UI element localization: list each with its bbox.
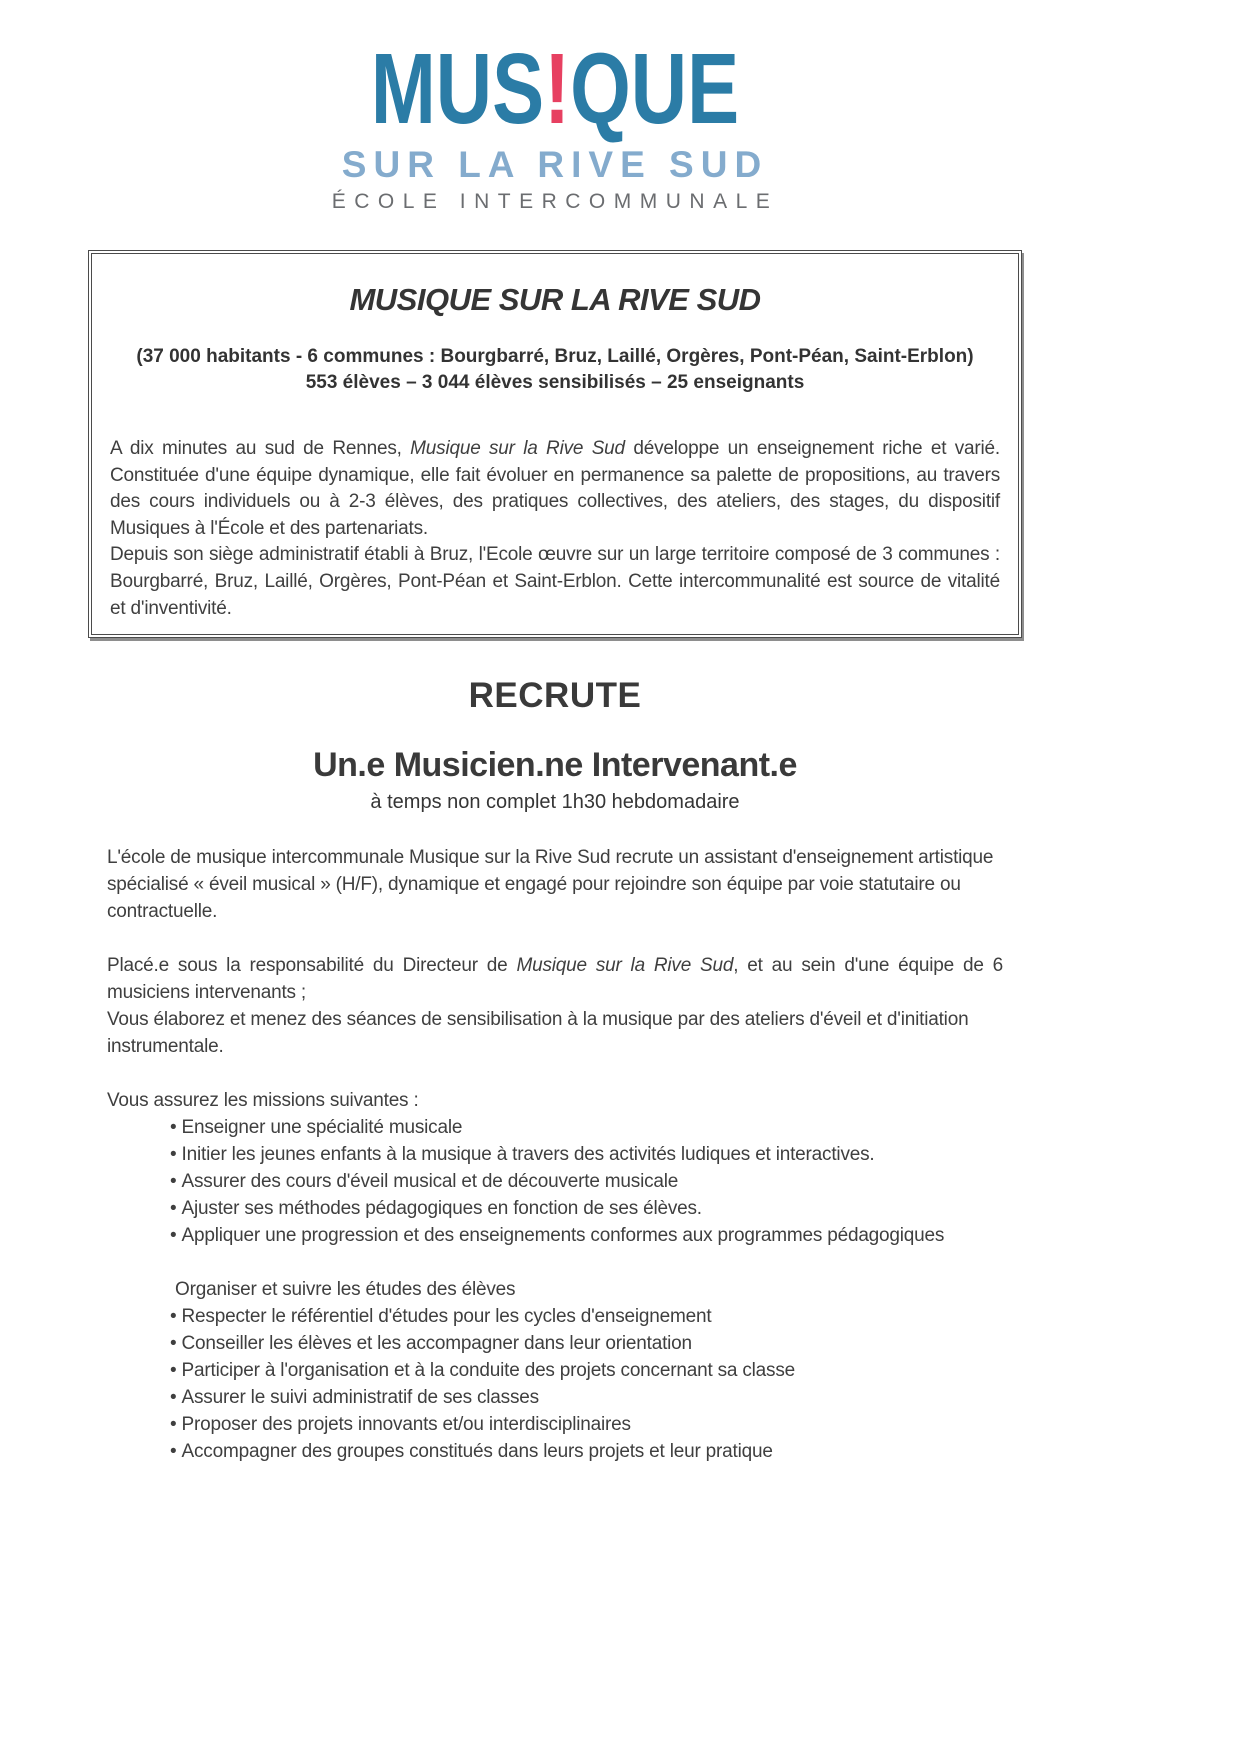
logo-wordmark [206, 33, 905, 145]
school-description-paragraph-2: Depuis son siège administratif établi à Bruz, l'Ecole œuvre sur un large territoire composé de 3 communes : Bourgbarré, Bruz, Laillé, Orgères, Pont-Péan et Saint-Erblon. Cette intercommunalité est source de vitalité et d'inventivité. [110, 544, 1000, 619]
school-stats [110, 344, 1000, 396]
school-name-italic: Musique sur la Rive Sud [410, 438, 625, 459]
mission-bullet-item: • Proposer des projets innovants et/ou interdisciplinaires [170, 1411, 1003, 1438]
job-description [107, 844, 1003, 1465]
mission-bullet-item: • Accompagner des groupes constitués dans leurs projets et leur pratique [170, 1438, 1003, 1465]
job-paragraph-1: L'école de musique intercommunale Musique sur la Rive Sud recrute un assistant d'enseignement artistique spécialisé « éveil musical » (H/F), dynamique et engagé pour rejoindre son équipe par voie statutaire ou contractuelle. [107, 847, 994, 923]
mission-bullet-item: • Appliquer une progression et des enseignements conformes aux programmes pédagogiques [170, 1222, 1003, 1249]
logo-wordmark-pre: MUS [370, 33, 545, 145]
stats-line-1: (37 000 habitants - 6 communes : Bourgbarré, Bruz, Laillé, Orgères, Pont-Péan, Saint-Erblon) [136, 346, 974, 367]
school-name-italic: Musique sur la Rive Sud [516, 955, 734, 977]
mission-bullet-item: • Assurer des cours d'éveil musical et de découverte musicale [170, 1168, 1003, 1195]
mission-bullet-item: • Assurer le suivi administratif de ses classes [170, 1384, 1003, 1411]
logo-tagline: ÉCOLE INTERCOMMUNALE [331, 190, 779, 213]
job-paragraph-2 [107, 952, 1003, 1006]
job-text: Placé.e sous la responsabilité du Directeur de [107, 955, 517, 977]
mission-bullet-item: • Conseiller les élèves et les accompagner dans leur orientation [170, 1330, 1003, 1357]
logo-exclamation-mark: ! [544, 33, 571, 145]
missions-list-1 [107, 1114, 1003, 1249]
mission-bullet-item: • Initier les jeunes enfants à la musique à travers des activités ludiques et interactives. [170, 1141, 1003, 1168]
mission-bullet-item: • Ajuster ses méthodes pédagogiques en fonction de ses élèves. [170, 1195, 1003, 1222]
missions-intro: Vous assurez les missions suivantes : [107, 1090, 419, 1112]
description-text: A dix minutes au sud de Rennes, [110, 438, 411, 459]
missions-list-2 [107, 1303, 1003, 1465]
position-subtitle: à temps non complet 1h30 hebdomadaire [370, 791, 740, 814]
school-description-paragraph-1 [110, 436, 1000, 542]
missions-subheading: Organiser et suivre les études des élèves [175, 1279, 516, 1301]
logo [107, 0, 1003, 214]
job-text: , et au sein d'une équipe de 6 musiciens intervenants ; [107, 955, 1003, 1004]
mission-bullet-item: • Enseigner une spécialité musicale [170, 1114, 1003, 1141]
mission-bullet-item: • Respecter le référentiel d'études pour les cycles d'enseignement [170, 1303, 1003, 1330]
stats-line-2: 553 élèves – 3 044 élèves sensibilisés – 25 enseignants [305, 372, 805, 393]
school-description [110, 436, 1000, 622]
description-text: développe un enseignement riche et varié. Constituée d'une équipe dynamique, elle fait évoluer en permanence sa palette de propositions, au travers des cours individuels ou à 2-3 élèves, des pratiques collectives, des ateliers, des stages, du dispositif Musiques à l'École et des partenariats. [110, 438, 1000, 539]
job-posting-page [107, 0, 1003, 1465]
school-name-title: MUSIQUE SUR LA RIVE SUD [349, 282, 761, 317]
recruit-heading: RECRUTE [468, 676, 642, 716]
position-title: Un.e Musicien.ne Intervenant.e [313, 746, 797, 785]
school-info-box [88, 250, 1022, 638]
logo-wordmark-post: QUE [570, 33, 740, 145]
mission-bullet-item: • Participer à l'organisation et à la conduite des projets concernant sa classe [170, 1357, 1003, 1384]
job-paragraph-3: Vous élaborez et menez des séances de sensibilisation à la musique par des ateliers d'éveil et d'initiation instrumentale. [107, 1009, 969, 1058]
logo-subtitle: SUR LA RIVE SUD [341, 144, 769, 185]
